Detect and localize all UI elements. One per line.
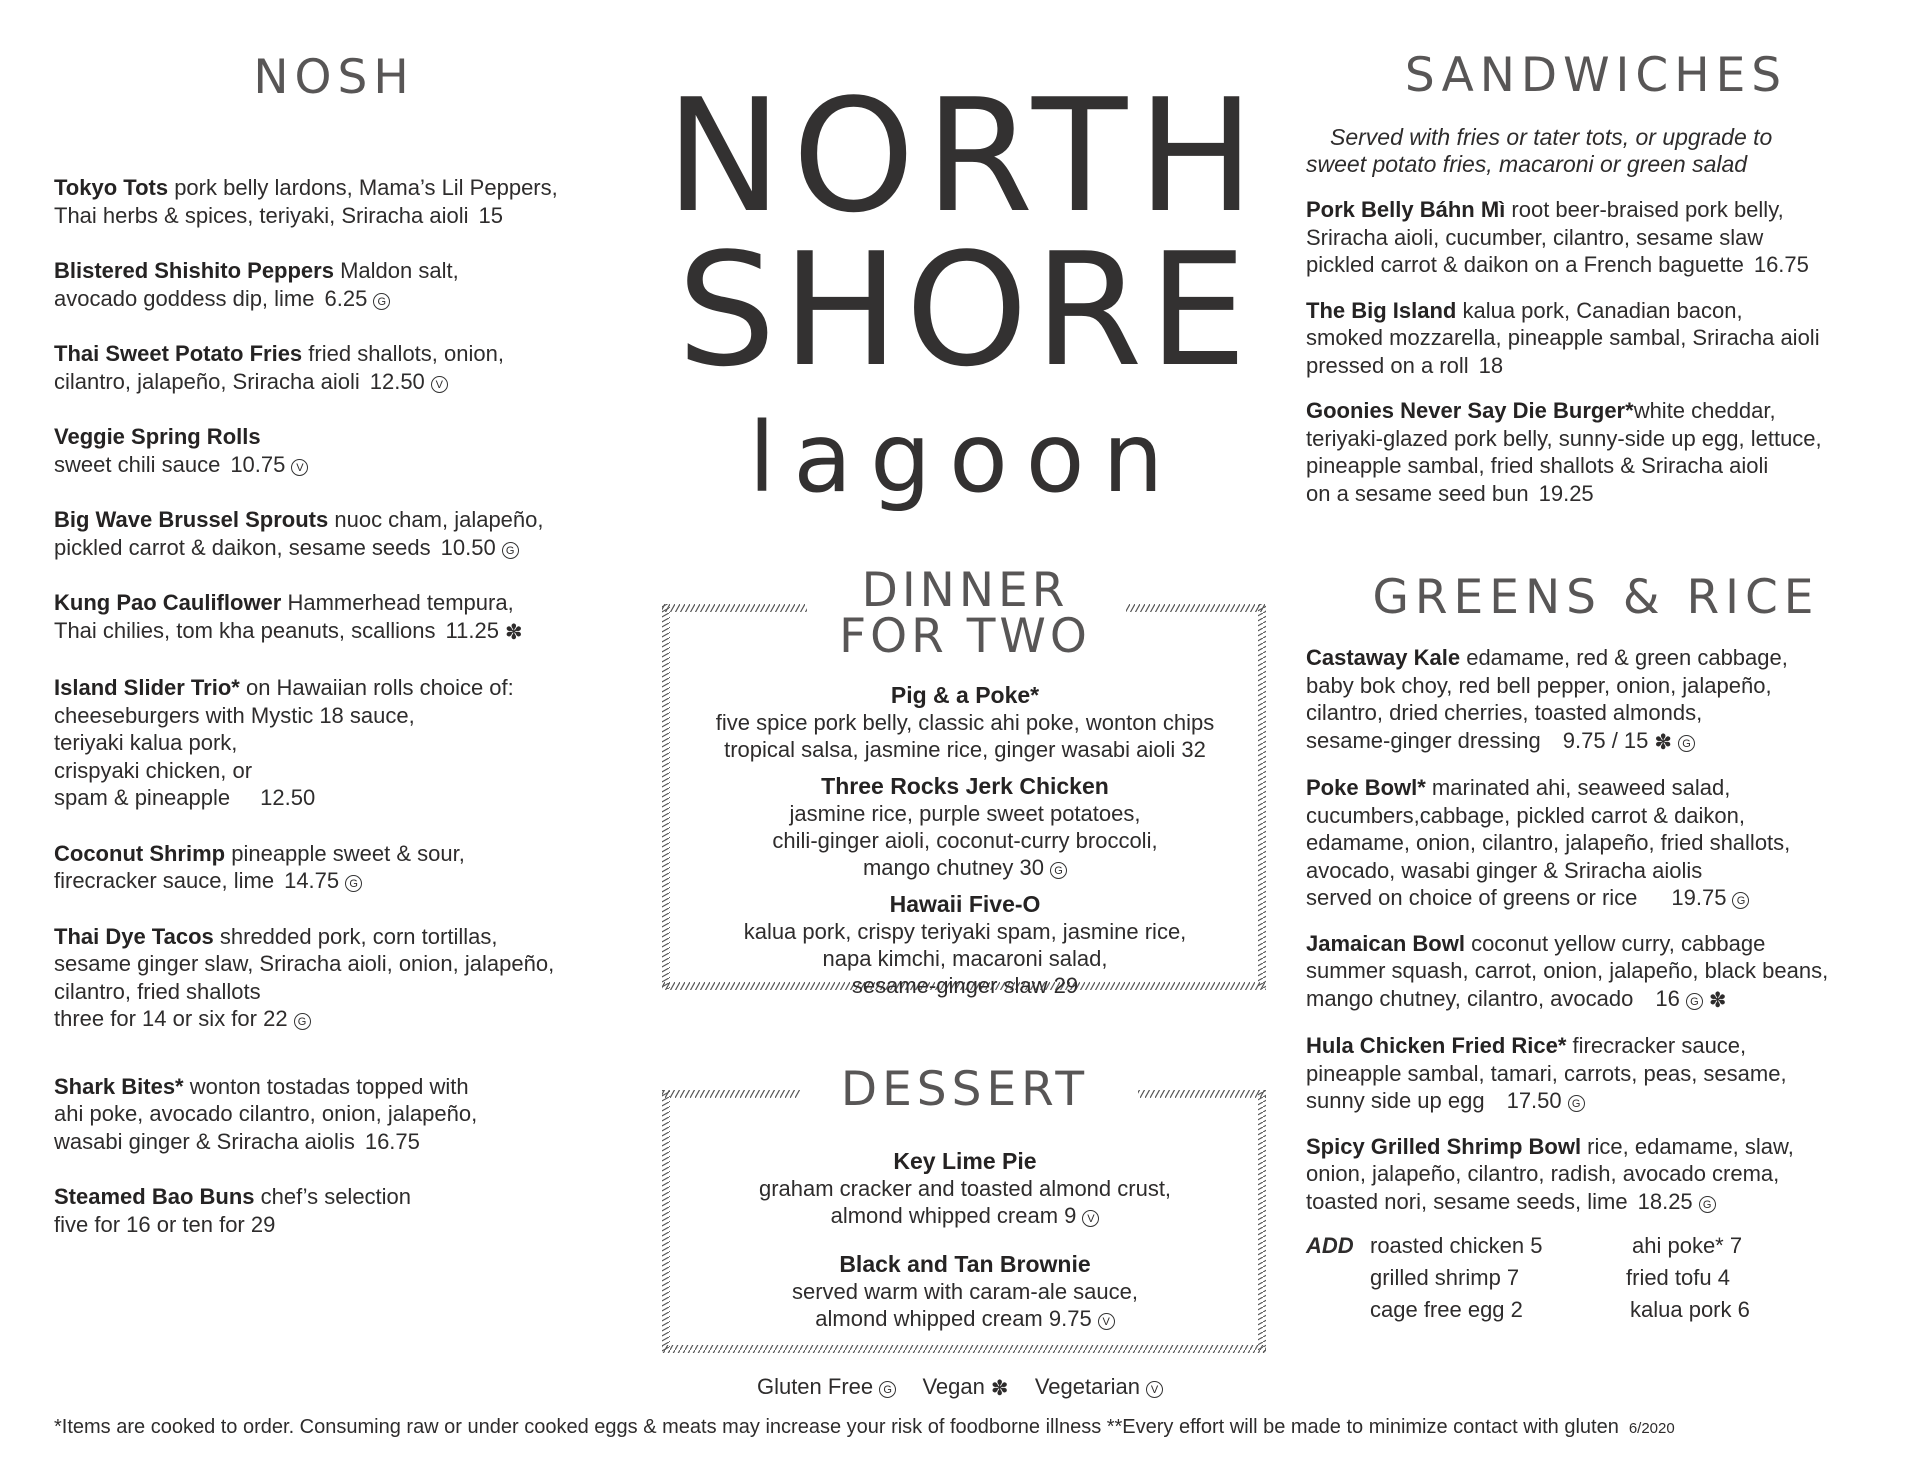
sandwiches-note-line1: Served with fries or tater tots, or upgrade to <box>1330 124 1773 150</box>
vegetarian-icon: V <box>291 459 308 476</box>
menu-item <box>54 174 674 229</box>
menu-item <box>54 506 674 561</box>
item-price: 15 <box>478 202 503 228</box>
menu-item <box>1306 930 1906 1015</box>
dessert-items <box>660 1148 1270 1332</box>
item-name: Veggie Spring Rolls <box>54 424 261 449</box>
item-name: Thai Sweet Potato Fries <box>54 341 303 366</box>
item-description: napa kimchi, macaroni salad, <box>822 946 1108 971</box>
item-name: Hawaii Five-O <box>889 891 1041 917</box>
item-description: onion, jalapeño, cilantro, radish, avocado crema, <box>1306 1161 1780 1186</box>
gluten-free-icon: G <box>1699 1196 1716 1213</box>
disclaimer-text: *Items are cooked to order. Consuming raw or under cooked eggs & meats may increase your risk of foodborne illness **Every effort will be made to minimize contact with gluten <box>54 1416 1619 1438</box>
nosh-title: NOSH <box>253 50 415 105</box>
dietary-legend <box>0 1374 1920 1401</box>
greens-items <box>1306 644 1906 1215</box>
item-description: chili-ginger aioli, coconut-curry broccoli, <box>772 828 1158 853</box>
item-description: pineapple sambal, fried shallots & Sriracha aioli <box>1306 453 1769 478</box>
item-description: sunny side up egg <box>1306 1088 1485 1113</box>
menu-item <box>1306 1133 1906 1216</box>
item-description: five for 16 or ten for 29 <box>54 1211 276 1237</box>
menu-item <box>54 1183 674 1238</box>
menu-item <box>54 589 674 646</box>
item-description: on a sesame seed bun <box>1306 480 1529 506</box>
vegan-icon: ✽ <box>1708 988 1727 1012</box>
menu-item <box>54 340 674 395</box>
gluten-free-icon: G <box>1678 735 1695 752</box>
item-description: pickled carrot & daikon on a French baguette <box>1306 252 1744 277</box>
item-price: 18.25 <box>1637 1188 1693 1214</box>
vegetarian-icon: V <box>1082 1210 1099 1227</box>
menu-item <box>660 773 1270 881</box>
item-name: Coconut Shrimp <box>54 840 226 866</box>
legend-vegetarian <box>1035 1374 1163 1399</box>
vegetarian-icon: V <box>1146 1381 1163 1398</box>
item-name: Jamaican Bowl <box>1306 930 1465 956</box>
item-description: firecracker sauce, <box>1566 1033 1747 1058</box>
item-description: ahi poke, avocado cilantro, onion, jalapeño, <box>54 1101 478 1126</box>
item-name: Three Rocks Jerk Chicken <box>821 773 1109 799</box>
item-description: sweet chili sauce <box>54 451 221 477</box>
item-description: five spice pork belly, classic ahi poke, wonton chips <box>715 710 1215 735</box>
greens-rice-title: GREENS & RICE <box>1372 570 1820 625</box>
item-price: 17.50 <box>1506 1088 1562 1113</box>
item-description: Thai herbs & spices, teriyaki, Sriracha aioli <box>54 202 469 228</box>
item-description: avocado, wasabi ginger & Sriracha aiolis <box>1306 857 1703 883</box>
gluten-free-icon: G <box>345 875 362 892</box>
item-name: Black and Tan Brownie <box>839 1251 1091 1277</box>
item-price: 6.25 <box>324 285 368 311</box>
item-description: served warm with caram-ale sauce, <box>791 1279 1138 1304</box>
item-description: marinated ahi, seaweed salad, <box>1425 775 1731 800</box>
item-name: Blistered Shishito Peppers <box>54 258 334 283</box>
add-on-item: ahi poke* 7 <box>1632 1233 1743 1258</box>
item-description: Hammerhead tempura, <box>281 590 514 615</box>
item-name: Thai Dye Tacos <box>54 923 214 949</box>
item-description: summer squash, carrot, onion, jalapeño, black beans, <box>1306 958 1829 983</box>
menu-item <box>1306 1032 1906 1115</box>
menu-item <box>54 840 674 895</box>
dinner-title-line2: FOR TWO <box>839 609 1091 664</box>
item-name: Tokyo Tots <box>54 175 169 200</box>
item-name: Shark Bites* <box>54 1073 184 1099</box>
menu-item <box>1306 297 1906 380</box>
item-description: coconut yellow curry, cabbage <box>1464 930 1766 956</box>
item-name: Pork Belly Báhn Mì <box>1306 197 1506 222</box>
legend-vegan-label: Vegan <box>922 1374 985 1399</box>
vegan-icon: ✽ <box>990 1377 1009 1400</box>
item-description: cucumbers,cabbage, pickled carrot & daikon, <box>1306 802 1746 828</box>
legend-gluten-free-label: Gluten Free <box>756 1374 874 1399</box>
item-name: Key Lime Pie <box>893 1148 1037 1174</box>
menu-item <box>660 682 1270 763</box>
item-description: jasmine rice, purple sweet potatoes, <box>789 801 1141 826</box>
item-description: mango chutney 30 <box>862 855 1045 880</box>
menu-item <box>54 257 674 312</box>
sandwich-items <box>1306 196 1906 507</box>
add-on-item: roasted chicken 5 <box>1370 1233 1543 1258</box>
add-ons-column-1 <box>1370 1230 1542 1326</box>
item-price: 18 <box>1478 352 1504 378</box>
item-description: edamame, red & green cabbage, <box>1460 645 1788 670</box>
item-price: 19.75 <box>1671 885 1727 910</box>
menu-item <box>54 423 674 478</box>
item-name: The Big Island <box>1306 297 1457 323</box>
vegan-icon: ✽ <box>1654 730 1673 754</box>
item-description: smoked mozzarella, pineapple sambal, Sriracha aioli <box>1306 325 1820 350</box>
item-description: graham cracker and toasted almond crust, <box>758 1176 1172 1201</box>
item-description: cilantro, dried cherries, toasted almonds, <box>1306 700 1703 725</box>
dinner-for-two-box <box>660 563 1270 998</box>
gluten-free-icon: G <box>1568 1095 1585 1112</box>
item-description: baby bok choy, red bell pepper, onion, jalapeño, <box>1306 672 1772 698</box>
item-description: tropical salsa, jasmine rice, ginger wasabi aioli 32 <box>724 737 1206 762</box>
menu-item <box>1306 644 1906 756</box>
sandwiches-title: SANDWICHES <box>1404 48 1788 103</box>
brand-shore: SHORE <box>676 219 1254 401</box>
item-name: Castaway Kale <box>1306 645 1461 670</box>
item-description: pickled carrot & daikon, sesame seeds <box>54 534 431 560</box>
vegan-icon: ✽ <box>504 620 523 644</box>
item-price: 16 <box>1655 985 1680 1011</box>
menu-item <box>54 1073 674 1156</box>
menu-item <box>1306 397 1906 507</box>
item-price: 10.50 <box>440 534 496 560</box>
dessert-title: DESSERT <box>840 1062 1090 1117</box>
item-description: Sriracha aioli, cucumber, cilantro, sesame slaw <box>1306 224 1764 250</box>
item-description: pork belly lardons, Mama’s Lil Peppers, <box>168 175 558 200</box>
item-description: pineapple sweet & sour, <box>225 840 465 866</box>
item-name: Island Slider Trio* <box>54 675 240 700</box>
item-price: 12.50 <box>260 785 316 810</box>
item-name: Pig & a Poke* <box>890 682 1040 708</box>
vegetarian-icon: V <box>431 376 448 393</box>
item-description: shredded pork, corn tortillas, <box>213 923 498 949</box>
item-price: 16.75 <box>364 1128 420 1154</box>
item-description: rice, edamame, slaw, <box>1581 1133 1794 1159</box>
item-description: root beer-braised pork belly, <box>1505 197 1784 222</box>
sandwiches-note <box>1306 124 1906 178</box>
item-description: on Hawaiian rolls choice of: <box>239 675 514 700</box>
sandwiches-note-line2: sweet potato fries, macaroni or green salad <box>1306 151 1748 177</box>
item-description: sesame-ginger dressing <box>1306 727 1541 753</box>
item-name: Poke Bowl* <box>1306 775 1426 800</box>
item-description: firecracker sauce, lime <box>54 868 275 893</box>
item-price: 14.75 <box>284 868 340 893</box>
item-name: Goonies Never Say Die Burger* <box>1306 398 1634 423</box>
dessert-box <box>660 1062 1270 1362</box>
nosh-items <box>54 174 674 1238</box>
gluten-free-icon: G <box>879 1381 896 1398</box>
item-description: three for 14 or six for 22 <box>54 1006 288 1031</box>
item-name: Spicy Grilled Shrimp Bowl <box>1306 1133 1582 1159</box>
dinner-title <box>660 563 1270 664</box>
item-description: kalua pork, Canadian bacon, <box>1456 297 1743 323</box>
add-on-item: grilled shrimp 7 <box>1370 1265 1520 1290</box>
legend-vegetarian-label: Vegetarian <box>1034 1374 1141 1399</box>
menu-item <box>1306 196 1906 279</box>
menu-date: 6/2020 <box>1628 1420 1675 1437</box>
add-ons-column-2 <box>1626 1230 1750 1326</box>
item-name: Steamed Bao Buns <box>54 1184 255 1209</box>
item-description: spam & pineapple <box>54 785 231 810</box>
item-price: 19.25 <box>1538 480 1594 506</box>
item-price: 16.75 <box>1753 252 1809 277</box>
item-description: chef’s selection <box>254 1184 412 1209</box>
item-description: cilantro, jalapeño, Sriracha aioli <box>54 368 360 394</box>
legend-gluten-free <box>757 1374 896 1399</box>
item-description: wonton tostadas topped with <box>183 1073 469 1099</box>
item-description: crispyaki chicken, or <box>54 757 253 783</box>
item-description: served on choice of greens or rice <box>1306 885 1638 910</box>
item-name: Kung Pao Cauliflower <box>54 590 282 615</box>
menu-item <box>660 1148 1270 1229</box>
add-on-item: cage free egg 2 <box>1370 1297 1523 1322</box>
item-price: 11.25 <box>445 617 499 643</box>
gluten-free-icon: G <box>1686 993 1703 1010</box>
item-description: teriyaki-glazed pork belly, sunny-side up egg, lettuce, <box>1306 425 1822 451</box>
vegetarian-icon: V <box>1098 1313 1115 1330</box>
item-description: white cheddar, <box>1633 398 1776 423</box>
brand-north: NORTH <box>665 65 1265 247</box>
item-price: 12.50 <box>369 368 425 394</box>
item-price: 9.75 / 15 <box>1562 727 1649 753</box>
add-label: ADD <box>1306 1233 1354 1258</box>
item-description: cheeseburgers with Mystic 18 sauce, <box>54 702 415 728</box>
item-price: 10.75 <box>230 451 286 477</box>
item-description: pineapple sambal, tamari, carrots, peas, sesame, <box>1306 1060 1787 1086</box>
add-on-item: fried tofu 4 <box>1626 1265 1730 1290</box>
item-description: Maldon salt, <box>333 258 459 283</box>
footer-disclaimer <box>54 1416 1675 1439</box>
gluten-free-icon: G <box>1732 892 1749 909</box>
menu-item <box>660 891 1270 999</box>
item-description: sesame ginger slaw, Sriracha aioli, onion, jalapeño, <box>54 951 555 976</box>
item-description: mango chutney, cilantro, avocado <box>1306 985 1634 1011</box>
item-description: cilantro, fried shallots <box>54 978 261 1004</box>
gluten-free-icon: G <box>1050 862 1067 879</box>
gluten-free-icon: G <box>373 293 390 310</box>
item-description: nuoc cham, jalapeño, <box>328 507 544 532</box>
item-description: almond whipped cream 9 <box>830 1203 1077 1228</box>
item-description: toasted nori, sesame seeds, lime <box>1306 1188 1628 1214</box>
dinner-items <box>660 682 1270 999</box>
gluten-free-icon: G <box>294 1013 311 1030</box>
item-name: Hula Chicken Fried Rice* <box>1306 1033 1567 1058</box>
menu-item <box>54 674 674 812</box>
gluten-free-icon: G <box>502 542 519 559</box>
item-description: edamame, onion, cilantro, jalapeño, fried shallots, <box>1306 830 1791 855</box>
item-description: wasabi ginger & Sriracha aiolis <box>54 1128 355 1154</box>
item-description: Thai chilies, tom kha peanuts, scallions <box>54 617 436 643</box>
item-description: almond whipped cream 9.75 <box>815 1306 1092 1331</box>
item-description: sesame-ginger slaw 29 <box>851 973 1079 998</box>
item-description: kalua pork, crispy teriyaki spam, jasmine rice, <box>743 919 1187 944</box>
menu-item <box>1306 774 1906 912</box>
brand-lagoon: lagoon <box>748 402 1182 514</box>
item-description: avocado goddess dip, lime <box>54 285 315 311</box>
item-description: fried shallots, onion, <box>302 341 504 366</box>
item-description: teriyaki kalua pork, <box>54 730 238 755</box>
menu-item <box>54 923 674 1033</box>
legend-vegan <box>922 1374 1008 1399</box>
item-description: pressed on a roll <box>1306 352 1469 378</box>
menu-item <box>660 1251 1270 1332</box>
item-name: Big Wave Brussel Sprouts <box>54 507 329 532</box>
add-on-item: kalua pork 6 <box>1630 1297 1750 1322</box>
dinner-title-line1: DINNER <box>861 563 1069 618</box>
